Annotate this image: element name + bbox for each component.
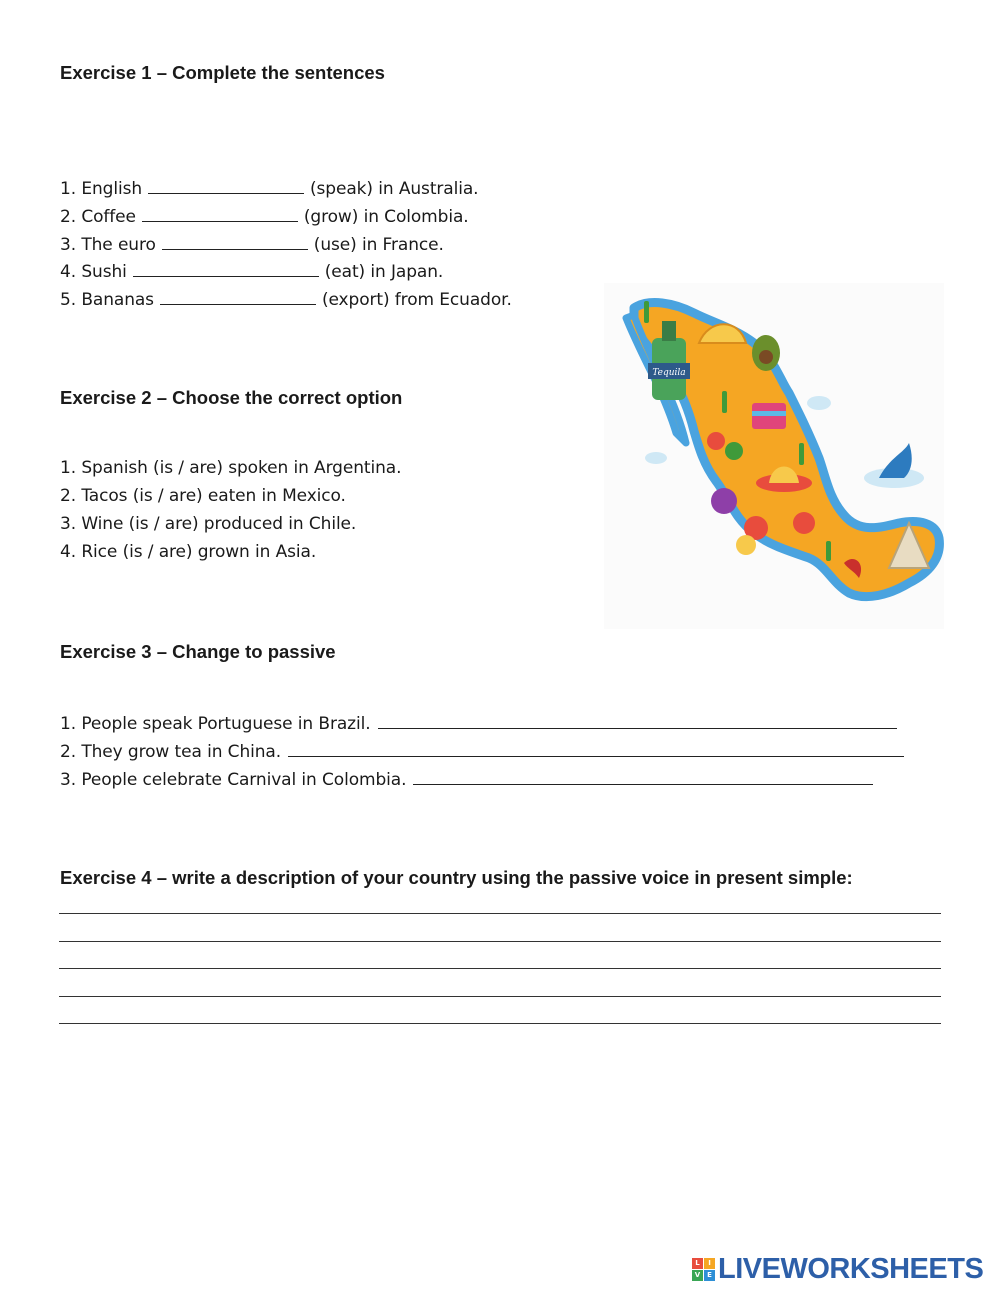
exercise-1-item-3 [60, 233, 444, 255]
item-text: 3. People celebrate Carnival in Colombia. [60, 770, 407, 790]
exercise-2-item-3[interactable]: 3. Wine (is / are) produced in Chile. [60, 514, 357, 534]
writing-line-1[interactable] [59, 913, 941, 914]
item-text-after: (grow) in Colombia. [303, 207, 469, 227]
item-text: 1. People speak Portuguese in Brazil. [60, 714, 371, 734]
cactus-icon [826, 541, 831, 561]
liveworksheets-logo [692, 1254, 983, 1284]
answer-blank-2[interactable] [142, 205, 298, 222]
logo-block-i: I [704, 1258, 715, 1269]
item-text-before: 3. The euro [60, 235, 156, 255]
exercise-1-item-2 [60, 205, 469, 227]
answer-blank-4[interactable] [133, 260, 319, 277]
answer-line-1[interactable] [378, 712, 897, 729]
exercise-2-item-2[interactable]: 2. Tacos (is / are) eaten in Mexico. [60, 486, 346, 506]
exercise-2-item-1[interactable]: 1. Spanish (is / are) spoken in Argentina. [60, 458, 402, 478]
answer-blank-3[interactable] [162, 233, 308, 250]
pinata-stripe [752, 411, 786, 416]
item-text-after: (use) in France. [313, 235, 444, 255]
item-text-after: (speak) in Australia. [310, 179, 479, 199]
bottle-label-text: Tequila [652, 368, 686, 378]
mexico-map-illustration [604, 283, 944, 629]
flower-decoration-icon [793, 512, 815, 534]
avocado-pit [759, 350, 773, 364]
writing-line-4[interactable] [59, 996, 941, 997]
exercise-1-item-1 [60, 177, 478, 199]
bottle-neck [662, 321, 676, 341]
exercise-3-item-1 [60, 712, 897, 734]
exercise-4-title: Exercise 4 – write a description of your country using the passive voice in present simple: [60, 867, 853, 888]
exercise-1-title: Exercise 1 – Complete the sentences [60, 62, 385, 83]
logo-block-e: E [704, 1270, 715, 1281]
exercise-2-item-4[interactable]: 4. Rice (is / are) grown in Asia. [60, 542, 317, 562]
answer-blank-1[interactable] [148, 177, 304, 194]
answer-blank-5[interactable] [160, 288, 316, 305]
writing-line-2[interactable] [59, 941, 941, 942]
logo-text: LIVEWORKSHEETS [718, 1252, 984, 1285]
skull-decoration-icon [711, 488, 737, 514]
item-text-after: (eat) in Japan. [324, 262, 444, 282]
cactus-icon [799, 443, 804, 465]
cactus-icon [644, 301, 649, 323]
item-text-after: (export) from Ecuador. [321, 290, 512, 310]
item-text-before: 5. Bananas [60, 290, 154, 310]
exercise-2-title: Exercise 2 – Choose the correct option [60, 387, 403, 408]
answer-line-2[interactable] [288, 740, 904, 757]
exercise-1-item-5 [60, 288, 512, 310]
exercise-1-item-4 [60, 260, 443, 282]
exercise-3-item-3 [60, 768, 873, 790]
item-text: 2. They grow tea in China. [60, 742, 282, 762]
item-text-before: 2. Coffee [60, 207, 136, 227]
item-text-before: 4. Sushi [60, 262, 127, 282]
answer-line-3[interactable] [413, 768, 873, 785]
cactus-icon [722, 391, 727, 413]
mexico-map-svg [604, 283, 944, 629]
logo-block-l: L [692, 1258, 703, 1269]
logo-block-v: V [692, 1270, 703, 1281]
cloud-icon [807, 396, 831, 410]
logo-blocks-icon [692, 1258, 715, 1281]
item-text-before: 1. English [60, 179, 143, 199]
maraca-icon [725, 442, 743, 460]
exercise-3-item-2 [60, 740, 904, 762]
writing-line-3[interactable] [59, 968, 941, 969]
maraca-icon [707, 432, 725, 450]
exercise-3-title: Exercise 3 – Change to passive [60, 641, 336, 662]
cloud-icon [645, 452, 667, 464]
flower-decoration-icon [736, 535, 756, 555]
writing-line-5[interactable] [59, 1023, 941, 1024]
